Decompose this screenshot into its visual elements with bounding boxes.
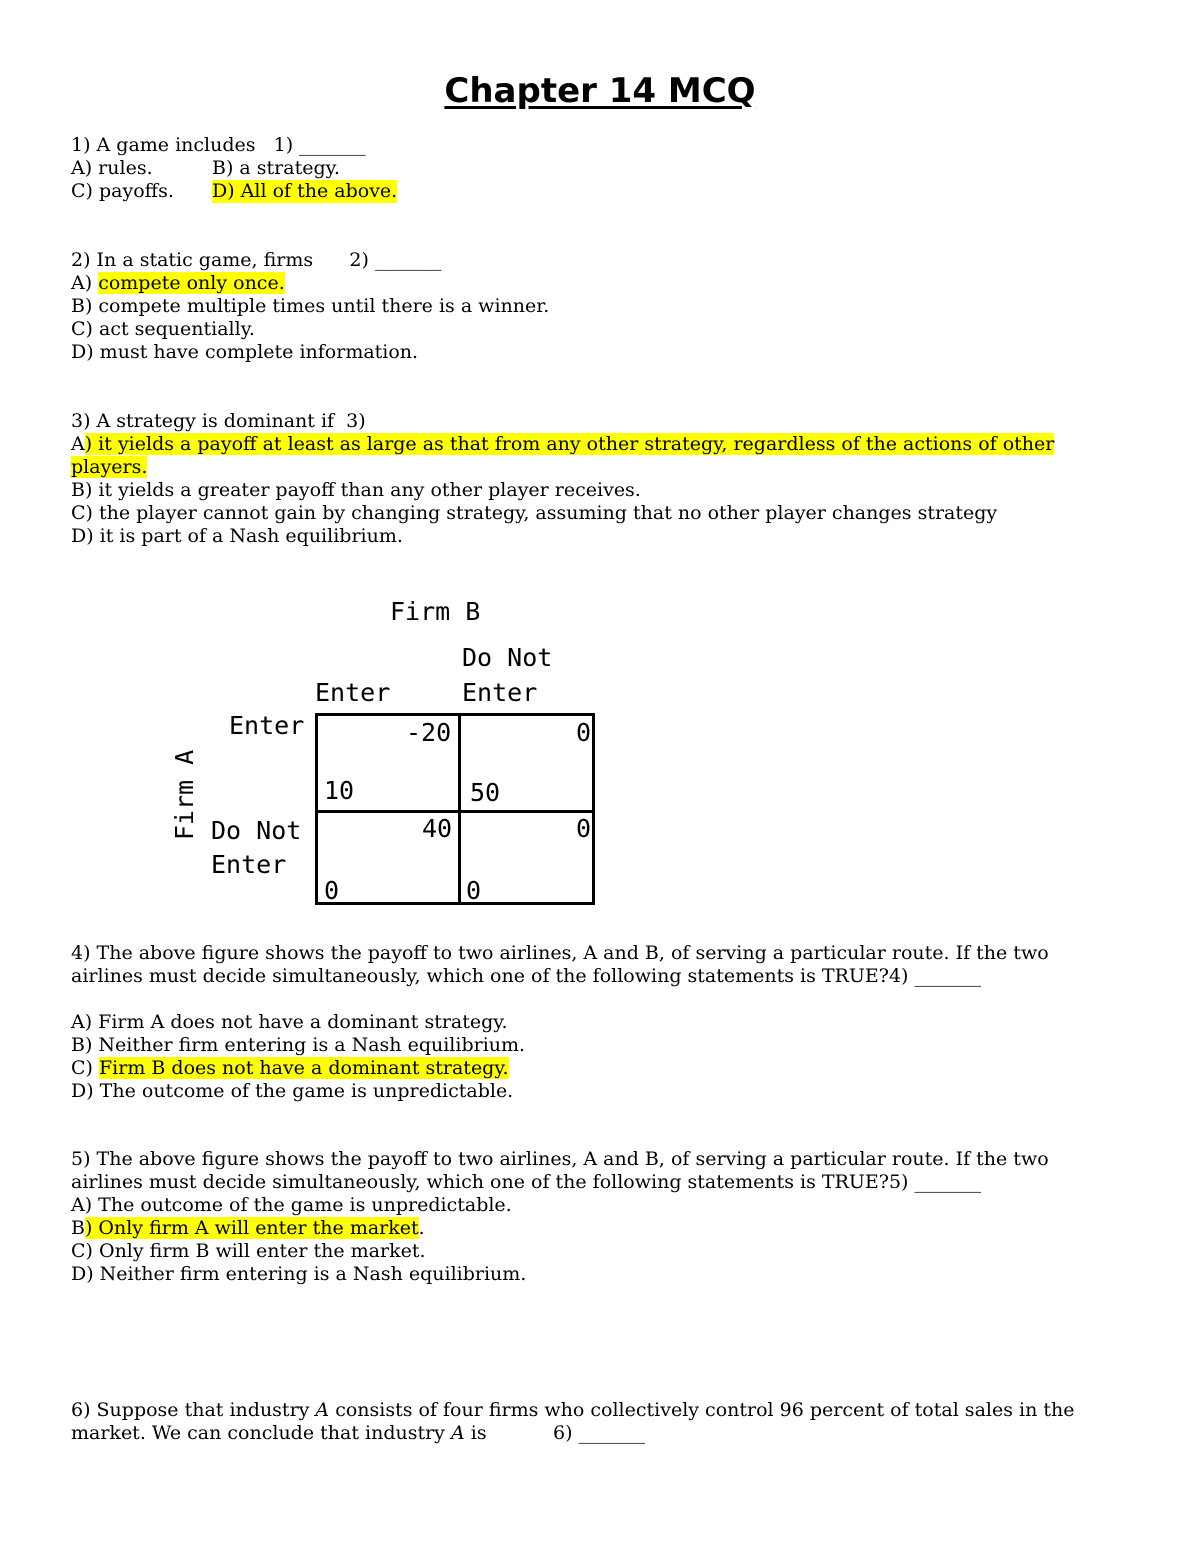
q4-option-a: A) Firm A does not have a dominant strategy.	[71, 1011, 508, 1033]
question-6	[71, 1399, 1116, 1445]
q1-option-a: A) rules.	[71, 157, 153, 179]
cell-donot-enter-firm-b: 40	[422, 814, 453, 843]
industry-a-italic-1: A	[315, 1399, 330, 1421]
industry-a-italic-2: A	[450, 1422, 465, 1444]
cell-donot-enter-firm-a: 0	[324, 876, 340, 905]
firm-b-label: Firm B	[390, 597, 481, 626]
q5-option-b-answer: ) Only firm A will enter the market	[84, 1217, 419, 1239]
q2-option-c: C) act sequentially.	[71, 318, 255, 340]
question-1	[71, 134, 1131, 203]
q5-option-c: C) Only firm B will enter the market.	[71, 1240, 426, 1262]
q3-option-d: D) it is part of a Nash equilibrium.	[71, 525, 403, 547]
col-enter-label: Enter	[315, 678, 391, 707]
q4-option-c-prefix: C)	[71, 1057, 99, 1079]
q2-option-d: D) must have complete information.	[71, 341, 419, 363]
row-enter-label: Enter	[229, 711, 305, 740]
q3-option-c: C) the player cannot gain by changing strategy, assuming that no other player changes strategy	[71, 502, 998, 524]
q4-option-d: D) The outcome of the game is unpredictable.	[71, 1080, 514, 1102]
cell-enter-donot-firm-b: 0	[576, 718, 592, 747]
q5-option-b-suffix: .	[418, 1217, 425, 1239]
q3-option-a	[71, 433, 1131, 479]
q5-option-d: D) Neither firm entering is a Nash equilibrium.	[71, 1263, 527, 1285]
page-title: Chapter 14 MCQ	[444, 71, 756, 111]
q2-option-a-prefix: A)	[71, 272, 99, 294]
q2-option-a	[71, 272, 1131, 295]
question-1-stem: 1) A game includes 1) _______	[71, 134, 366, 156]
question-4-stem: 4) The above figure shows the payoff to two airlines, A and B, of serving a particular route. If the two airlines must decide simultaneously, which one of the following statements is TRUE?4) _______	[71, 942, 1049, 987]
q3-option-a-prefix: A	[71, 433, 85, 455]
question-2	[71, 249, 1131, 364]
row-donot-label-2: Enter	[211, 850, 287, 879]
question-3-stem: 3) A strategy is dominant if 3)	[71, 410, 366, 432]
question-3	[71, 410, 1131, 548]
q2-option-a-answer: compete only once.	[98, 272, 285, 294]
q3-option-b: B) it yields a greater payoff than any other player receives.	[71, 479, 641, 501]
q2-option-b: B) compete multiple times until there is a winner.	[71, 295, 550, 317]
q5-option-a: A) The outcome of the game is unpredictable.	[71, 1194, 512, 1216]
col-donot-label-1: Do Not	[462, 643, 553, 672]
q5-option-b	[71, 1217, 1091, 1240]
payoff-grid	[315, 713, 595, 905]
cell-enter-enter-firm-b: -20	[406, 718, 452, 747]
row-donot-label-1: Do Not	[211, 816, 302, 845]
q1-option-d-answer: D) All of the above.	[212, 180, 398, 202]
cell-enter-enter-firm-a: 10	[324, 776, 355, 805]
q4-option-c	[71, 1057, 1091, 1080]
cell-enter-donot-firm-a: 50	[470, 778, 501, 807]
cell-donot-donot-firm-a: 0	[466, 876, 482, 905]
q4-option-b: B) Neither firm entering is a Nash equilibrium.	[71, 1034, 526, 1056]
question-5-stem: 5) The above figure shows the payoff to two airlines, A and B, of serving a particular route. If the two airlines must decide simultaneously, which one of the following statements is TRUE?5) _______	[71, 1148, 1049, 1193]
q3-option-a-answer: ) it yields a payoff at least as large as that from any other strategy, regardless of the actions of other players.	[71, 433, 1055, 478]
question-4	[71, 942, 1091, 1103]
firm-a-label: Firm A	[170, 749, 199, 841]
payoff-matrix-figure	[160, 585, 620, 925]
q4-option-c-answer: Firm B does not have a dominant strategy.	[99, 1057, 509, 1079]
question-6-stem: 6) Suppose that industry A consists of four firms who collectively control 96 percent of total sales in the market. We can conclude that industry A is 6) _______	[71, 1399, 1081, 1444]
q1-option-c: C) payoffs.	[71, 180, 174, 202]
question-5	[71, 1148, 1091, 1286]
question-2-stem: 2) In a static game, firms 2) _______	[71, 249, 442, 271]
col-donot-label-2: Enter	[462, 678, 538, 707]
cell-donot-donot-firm-b: 0	[576, 814, 592, 843]
q5-option-b-prefix: B	[71, 1217, 85, 1239]
q1-option-b: B) a strategy.	[212, 157, 340, 179]
